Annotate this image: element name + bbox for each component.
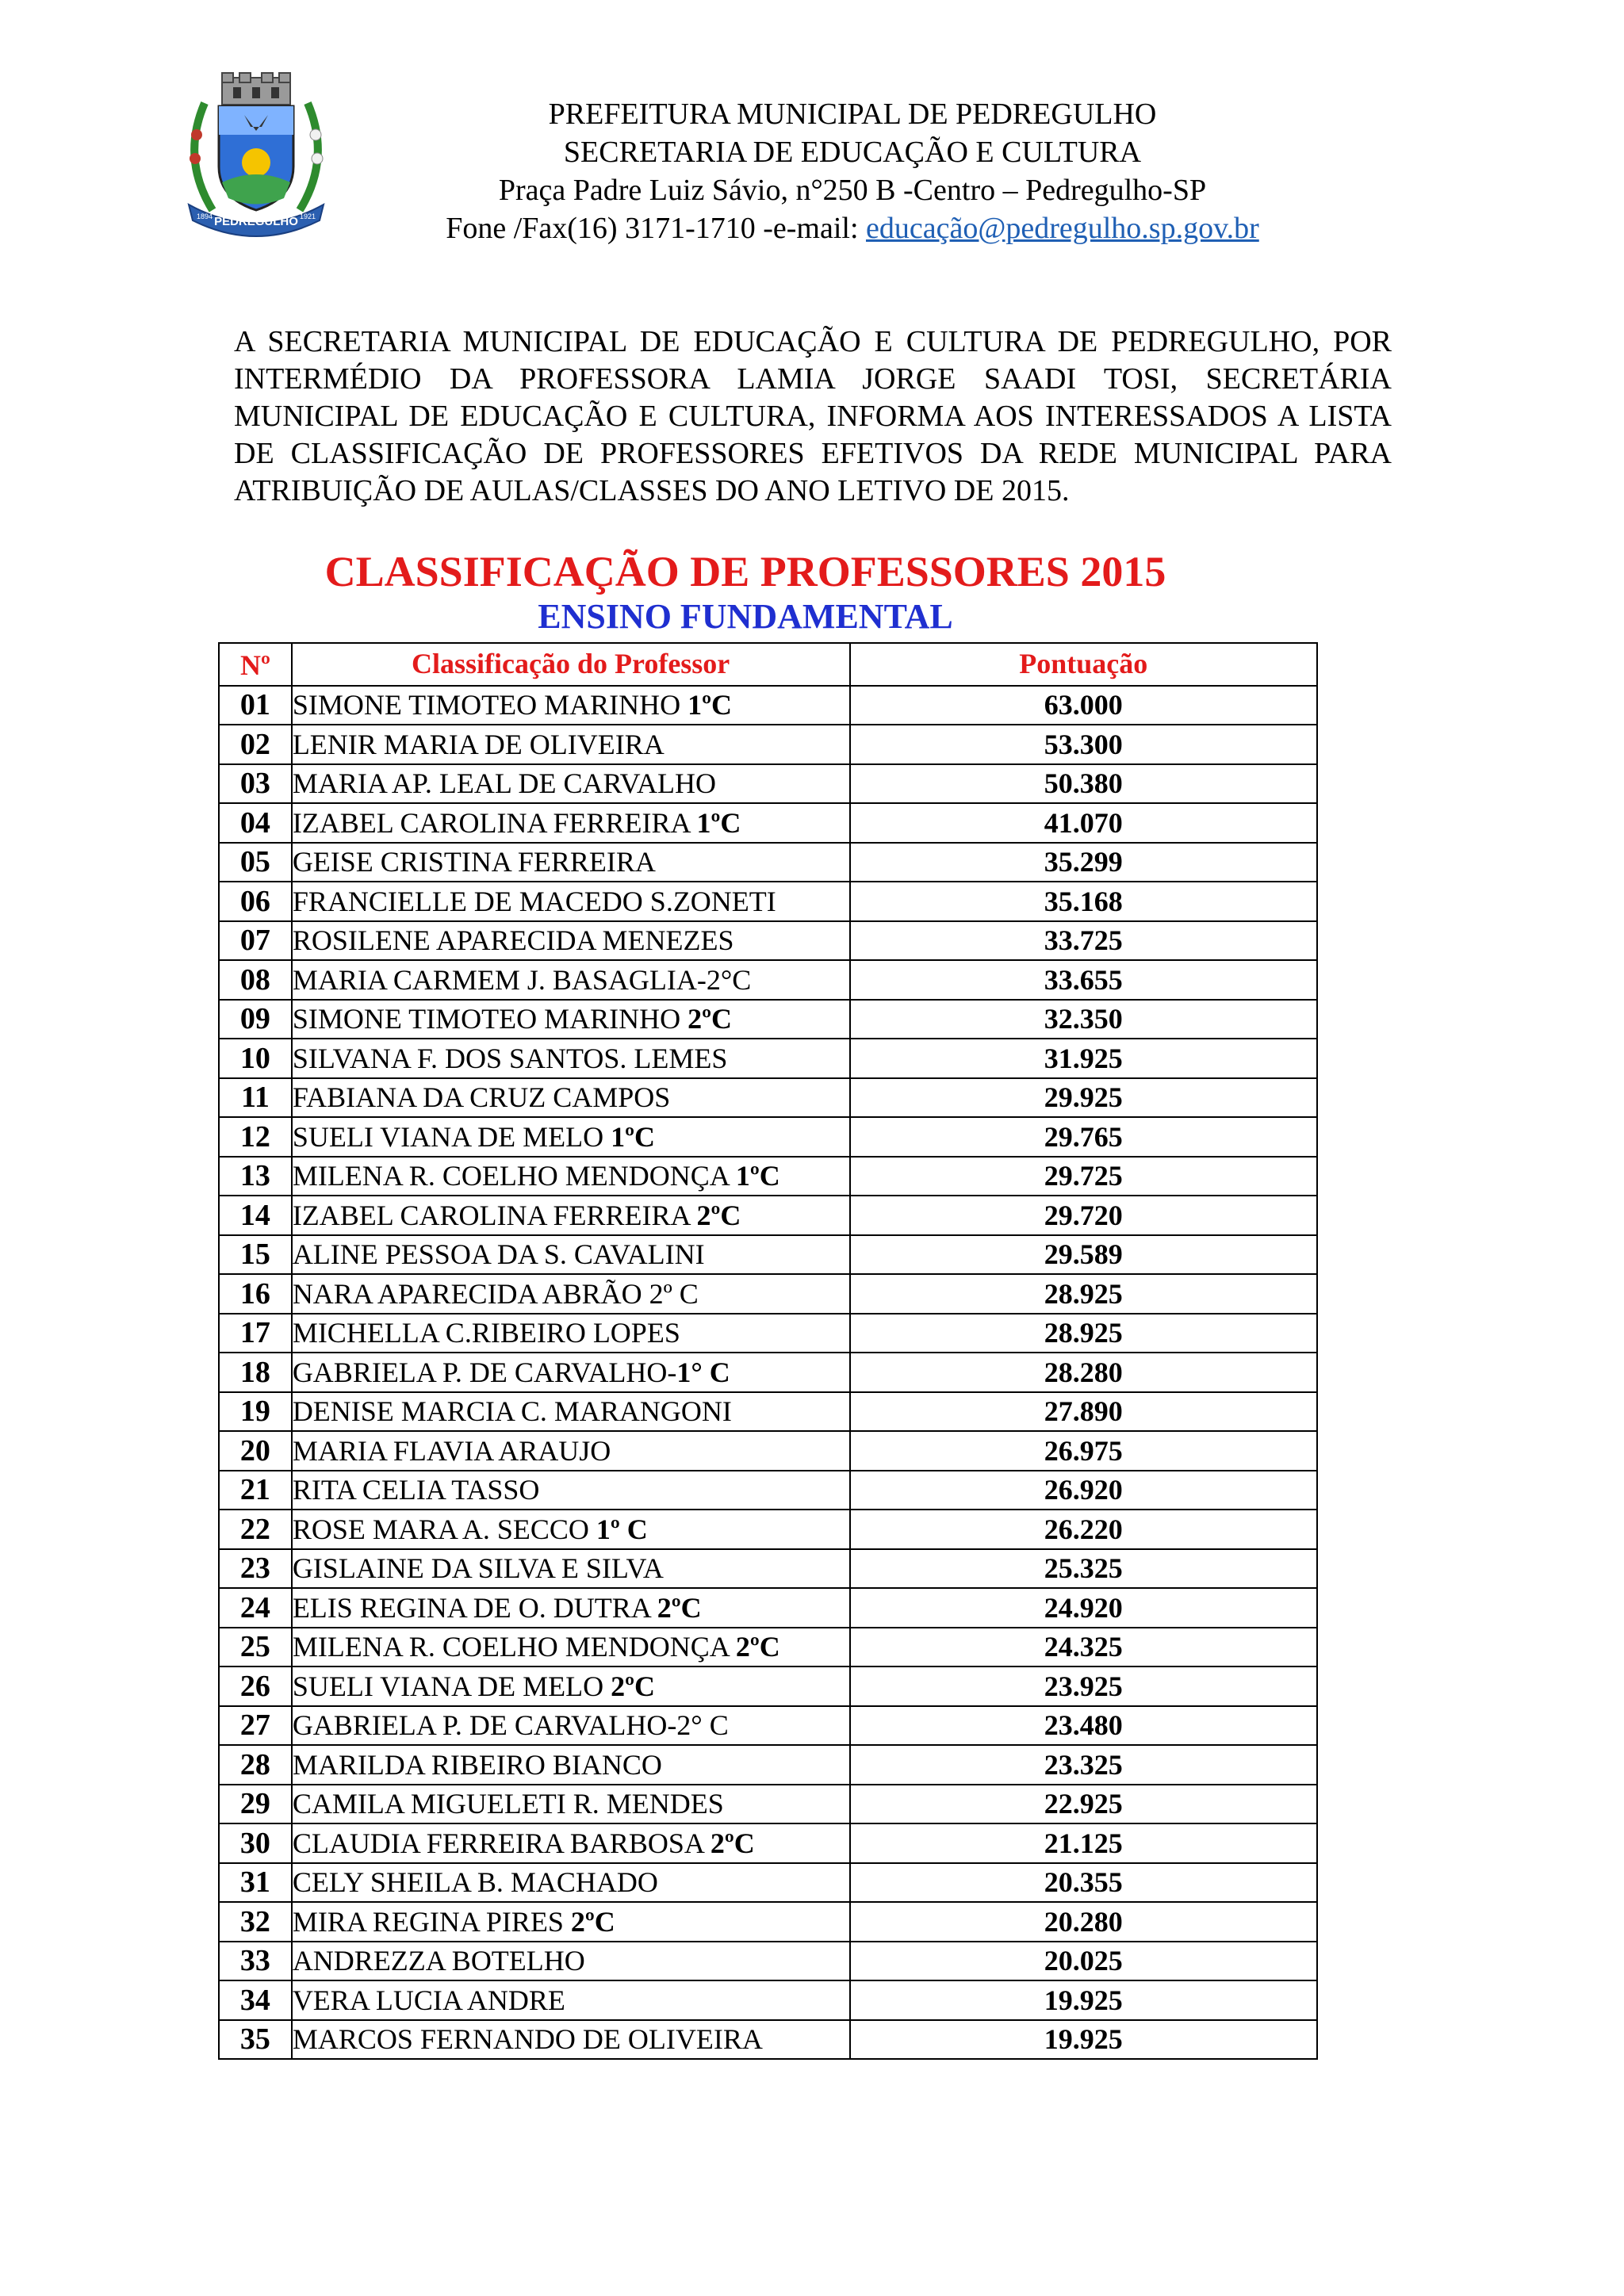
score-cell: 26.920 xyxy=(850,1471,1318,1510)
score-cell: 21.125 xyxy=(850,1823,1318,1863)
class-suffix: 2ºC xyxy=(688,1003,733,1035)
table-row xyxy=(219,2020,1317,2060)
header-line-1: PREFEITURA MUNICIPAL DE PEDREGULHO xyxy=(548,98,1157,131)
row-number: 14 xyxy=(219,1196,292,1235)
row-number: 15 xyxy=(219,1235,292,1275)
class-suffix: 2ºC xyxy=(710,1827,755,1859)
row-number: 18 xyxy=(219,1353,292,1392)
row-number: 17 xyxy=(219,1314,292,1353)
table-row xyxy=(219,1549,1317,1589)
row-number: 03 xyxy=(219,764,292,804)
teacher-name: CAMILA MIGUELETI R. MENDES xyxy=(292,1788,724,1820)
table-row xyxy=(219,1823,1317,1863)
class-suffix: 2ºC xyxy=(657,1591,702,1624)
table-row xyxy=(219,1117,1317,1157)
table-row xyxy=(219,1510,1317,1549)
teacher-name-cell xyxy=(292,686,850,725)
table-row xyxy=(219,1039,1317,1078)
table-row xyxy=(219,1902,1317,1942)
score-cell: 20.280 xyxy=(850,1902,1318,1942)
teacher-name: FABIANA DA CRUZ CAMPOS xyxy=(292,1081,671,1114)
teacher-name-cell xyxy=(292,1314,850,1353)
teacher-name-cell xyxy=(292,1431,850,1471)
table-row xyxy=(219,1314,1317,1353)
teacher-name: RITA CELIA TASSO xyxy=(292,1474,540,1506)
header-line-3: Praça Padre Luiz Sávio, n°250 B -Centro – Pedregulho-SP xyxy=(498,174,1207,207)
score-cell: 29.720 xyxy=(850,1196,1318,1235)
score-cell: 31.925 xyxy=(850,1039,1318,1078)
score-cell: 24.920 xyxy=(850,1588,1318,1628)
row-number: 34 xyxy=(219,1980,292,2020)
teacher-name-cell xyxy=(292,1392,850,1432)
class-suffix: 2ºC xyxy=(696,1199,741,1231)
class-suffix: 2ºC xyxy=(611,1670,656,1702)
score-cell: 20.355 xyxy=(850,1863,1318,1903)
row-number: 29 xyxy=(219,1785,292,1824)
score-cell: 25.325 xyxy=(850,1549,1318,1589)
score-cell: 28.925 xyxy=(850,1314,1318,1353)
teacher-name: ELIS REGINA DE O. DUTRA xyxy=(292,1591,657,1624)
score-cell: 29.765 xyxy=(850,1117,1318,1157)
teacher-name: LENIR MARIA DE OLIVEIRA xyxy=(292,728,665,760)
column-header-name: Classificação do Professor xyxy=(292,643,850,686)
teacher-name-cell xyxy=(292,1823,850,1863)
row-number: 02 xyxy=(219,725,292,764)
teacher-name: MICHELLA C.RIBEIRO LOPES xyxy=(292,1317,680,1349)
class-suffix: 1ºC xyxy=(688,689,733,721)
document-title: CLASSIFICAÇÃO DE PROFESSORES 2015 xyxy=(324,548,1166,595)
table-row xyxy=(219,1196,1317,1235)
row-number: 13 xyxy=(219,1157,292,1196)
score-cell: 24.325 xyxy=(850,1628,1318,1667)
score-cell: 63.000 xyxy=(850,686,1318,725)
score-cell: 23.480 xyxy=(850,1706,1318,1746)
class-suffix: 1º C xyxy=(596,1513,648,1545)
teacher-name: SUELI VIANA DE MELO xyxy=(292,1120,611,1153)
teacher-name: CLAUDIA FERREIRA BARBOSA xyxy=(292,1827,710,1859)
teacher-name-cell xyxy=(292,1196,850,1235)
row-number: 32 xyxy=(219,1902,292,1942)
teacher-name-cell xyxy=(292,1863,850,1903)
table-row xyxy=(219,921,1317,961)
row-number: 22 xyxy=(219,1510,292,1549)
teacher-name: ROSE MARA A. SECCO xyxy=(292,1513,596,1545)
table-row xyxy=(219,1000,1317,1039)
score-cell: 28.925 xyxy=(850,1274,1318,1314)
score-cell: 23.925 xyxy=(850,1667,1318,1706)
classification-table xyxy=(218,642,1318,2060)
teacher-name: CELY SHEILA B. MACHADO xyxy=(292,1866,658,1899)
teacher-name-cell xyxy=(292,1000,850,1039)
row-number: 25 xyxy=(219,1628,292,1667)
teacher-name-cell xyxy=(292,1039,850,1078)
logo-ribbon-text: PEDREGULHO xyxy=(214,215,298,228)
row-number: 01 xyxy=(219,686,292,725)
class-suffix: 1ºC xyxy=(696,806,741,839)
teacher-name: IZABEL CAROLINA FERREIRA xyxy=(292,1199,697,1231)
class-suffix: 1° C xyxy=(676,1356,730,1388)
row-number: 35 xyxy=(219,2020,292,2060)
teacher-name: MARILDA RIBEIRO BIANCO xyxy=(292,1748,662,1781)
table-row xyxy=(219,1745,1317,1785)
score-cell: 41.070 xyxy=(850,803,1318,843)
teacher-name-cell xyxy=(292,764,850,804)
row-number: 19 xyxy=(219,1392,292,1432)
coat-of-arms-logo xyxy=(173,71,339,238)
teacher-name: VERA LUCIA ANDRE xyxy=(292,1984,565,2016)
row-number: 11 xyxy=(219,1078,292,1118)
teacher-name-cell xyxy=(292,1353,850,1392)
table-row xyxy=(219,960,1317,1000)
score-cell: 26.220 xyxy=(850,1510,1318,1549)
row-number: 16 xyxy=(219,1274,292,1314)
header-phone: Fone /Fax(16) 3171-1710 -e-mail: xyxy=(446,212,867,245)
table-row xyxy=(219,1274,1317,1314)
row-number: 12 xyxy=(219,1117,292,1157)
teacher-name-cell xyxy=(292,960,850,1000)
row-number: 27 xyxy=(219,1706,292,1746)
header-line-2: SECRETARIA DE EDUCAÇÃO E CULTURA xyxy=(563,136,1142,169)
teacher-name: GABRIELA P. DE CARVALHO-2° C xyxy=(292,1709,729,1742)
teacher-name: SUELI VIANA DE MELO xyxy=(292,1670,611,1702)
teacher-name: ALINE PESSOA DA S. CAVALINI xyxy=(292,1238,705,1271)
table-body xyxy=(219,686,1317,2060)
logo-year-left: 1894 xyxy=(196,212,213,220)
table-row xyxy=(219,1078,1317,1118)
table-row xyxy=(219,1392,1317,1432)
teacher-name: DENISE MARCIA C. MARANGONI xyxy=(292,1395,732,1428)
row-number: 07 xyxy=(219,921,292,961)
row-number: 09 xyxy=(219,1000,292,1039)
header-contact xyxy=(357,209,1348,247)
row-number: 06 xyxy=(219,882,292,921)
table-row xyxy=(219,803,1317,843)
teacher-name: MILENA R. COELHO MENDONÇA xyxy=(292,1631,736,1663)
score-cell: 28.280 xyxy=(850,1353,1318,1392)
teacher-name-cell xyxy=(292,1628,850,1667)
teacher-name: MARIA AP. LEAL DE CARVALHO xyxy=(292,767,716,800)
score-cell: 26.975 xyxy=(850,1431,1318,1471)
score-cell: 29.589 xyxy=(850,1235,1318,1275)
table-row xyxy=(219,882,1317,921)
teacher-name-cell xyxy=(292,1588,850,1628)
table-row xyxy=(219,1235,1317,1275)
table-row xyxy=(219,1706,1317,1746)
table-row xyxy=(219,1431,1317,1471)
teacher-name: NARA APARECIDA ABRÃO 2º C xyxy=(292,1277,699,1310)
teacher-name: MARCOS FERNANDO DE OLIVEIRA xyxy=(292,2023,763,2056)
teacher-name-cell xyxy=(292,2020,850,2060)
score-cell: 19.925 xyxy=(850,2020,1318,2060)
teacher-name-cell xyxy=(292,1117,850,1157)
score-cell: 29.725 xyxy=(850,1157,1318,1196)
row-number: 33 xyxy=(219,1942,292,1981)
teacher-name: MARIA CARMEM J. BASAGLIA-2°C xyxy=(292,963,752,996)
table-row xyxy=(219,1863,1317,1903)
score-cell: 27.890 xyxy=(850,1392,1318,1432)
teacher-name-cell xyxy=(292,1157,850,1196)
intro-paragraph: A SECRETARIA MUNICIPAL DE EDUCAÇÃO E CULTURA DE PEDREGULHO, POR INTERMÉDIO DA PROFESSORA LAMIA JORGE SAADI TOSI, SECRETÁRIA MUNICIPAL DE EDUCAÇÃO E CULTURA, INFORMA AOS INTERESSADOS A LISTA DE CLASSIFICAÇÃO DE PROFESSORES EFETIVOS DA REDE MUNICIPAL PARA ATRIBUIÇÃO DE AULAS/CLASSES DO ANO LETIVO DE 2015. xyxy=(234,325,1392,507)
class-suffix: 1ºC xyxy=(611,1120,656,1153)
teacher-name-cell xyxy=(292,1510,850,1549)
teacher-name-cell xyxy=(292,1902,850,1942)
table-row xyxy=(219,686,1317,725)
teacher-name-cell xyxy=(292,1745,850,1785)
class-suffix: 1ºC xyxy=(735,1160,780,1192)
teacher-name: GEISE CRISTINA FERREIRA xyxy=(292,846,656,878)
teacher-name: GABRIELA P. DE CARVALHO- xyxy=(292,1356,677,1388)
row-number: 31 xyxy=(219,1863,292,1903)
score-cell: 35.168 xyxy=(850,882,1318,921)
score-cell: 35.299 xyxy=(850,843,1318,882)
row-number: 28 xyxy=(219,1745,292,1785)
teacher-name-cell xyxy=(292,1706,850,1746)
score-cell: 32.350 xyxy=(850,1000,1318,1039)
teacher-name: MILENA R. COELHO MENDONÇA xyxy=(292,1160,736,1192)
teacher-name: MIRA REGINA PIRES xyxy=(292,1905,571,1938)
column-header-score: Pontuação xyxy=(850,643,1318,686)
logo-year-right: 1921 xyxy=(299,212,316,220)
teacher-name: IZABEL CAROLINA FERREIRA xyxy=(292,806,697,839)
score-cell: 22.925 xyxy=(850,1785,1318,1824)
score-cell: 20.025 xyxy=(850,1942,1318,1981)
teacher-name-cell xyxy=(292,803,850,843)
teacher-name-cell xyxy=(292,1471,850,1510)
table-row xyxy=(219,1942,1317,1981)
teacher-name-cell xyxy=(292,1078,850,1118)
row-number: 30 xyxy=(219,1823,292,1863)
email-link[interactable]: educação@pedregulho.sp.gov.br xyxy=(866,212,1259,245)
teacher-name: SIMONE TIMOTEO MARINHO xyxy=(292,1003,688,1035)
teacher-name-cell xyxy=(292,1942,850,1981)
score-cell: 23.325 xyxy=(850,1745,1318,1785)
row-number: 23 xyxy=(219,1549,292,1589)
teacher-name: FRANCIELLE DE MACEDO S.ZONETI xyxy=(292,885,776,917)
row-number: 21 xyxy=(219,1471,292,1510)
row-number: 10 xyxy=(219,1039,292,1078)
teacher-name: ROSILENE APARECIDA MENEZES xyxy=(292,924,734,957)
teacher-name-cell xyxy=(292,1274,850,1314)
teacher-name-cell xyxy=(292,1667,850,1706)
score-cell: 33.725 xyxy=(850,921,1318,961)
score-cell: 29.925 xyxy=(850,1078,1318,1118)
class-suffix: 2ºC xyxy=(570,1905,615,1938)
row-number: 26 xyxy=(219,1667,292,1706)
teacher-name: GISLAINE DA SILVA E SILVA xyxy=(292,1552,664,1585)
table-row xyxy=(219,764,1317,804)
teacher-name-cell xyxy=(292,921,850,961)
class-suffix: 2ºC xyxy=(735,1631,780,1663)
score-cell: 33.655 xyxy=(850,960,1318,1000)
table-row xyxy=(219,1628,1317,1667)
table-row xyxy=(219,725,1317,764)
row-number: 24 xyxy=(219,1588,292,1628)
table-row xyxy=(219,1588,1317,1628)
table-row xyxy=(219,1157,1317,1196)
row-number: 20 xyxy=(219,1431,292,1471)
teacher-name-cell xyxy=(292,1980,850,2020)
row-number: 04 xyxy=(219,803,292,843)
letterhead xyxy=(357,95,1348,247)
teacher-name-cell xyxy=(292,1785,850,1824)
table-row xyxy=(219,1667,1317,1706)
score-cell: 53.300 xyxy=(850,725,1318,764)
teacher-name: MARIA FLAVIA ARAUJO xyxy=(292,1434,611,1467)
document-subtitle: ENSINO FUNDAMENTAL xyxy=(538,597,953,636)
teacher-name-cell xyxy=(292,1235,850,1275)
table-row xyxy=(219,1471,1317,1510)
score-cell: 50.380 xyxy=(850,764,1318,804)
teacher-name-cell xyxy=(292,725,850,764)
table-header-row xyxy=(219,643,1317,686)
row-number: 08 xyxy=(219,960,292,1000)
teacher-name: SILVANA F. DOS SANTOS. LEMES xyxy=(292,1042,728,1074)
table-row xyxy=(219,1353,1317,1392)
score-cell: 19.925 xyxy=(850,1980,1318,2020)
column-header-number: Nº xyxy=(219,643,292,686)
teacher-name: ANDREZZA BOTELHO xyxy=(292,1945,585,1977)
teacher-name-cell xyxy=(292,1549,850,1589)
table-row xyxy=(219,843,1317,882)
table-row xyxy=(219,1980,1317,2020)
row-number: 05 xyxy=(219,843,292,882)
teacher-name-cell xyxy=(292,882,850,921)
teacher-name: SIMONE TIMOTEO MARINHO xyxy=(292,689,688,721)
table-row xyxy=(219,1785,1317,1824)
teacher-name-cell xyxy=(292,843,850,882)
